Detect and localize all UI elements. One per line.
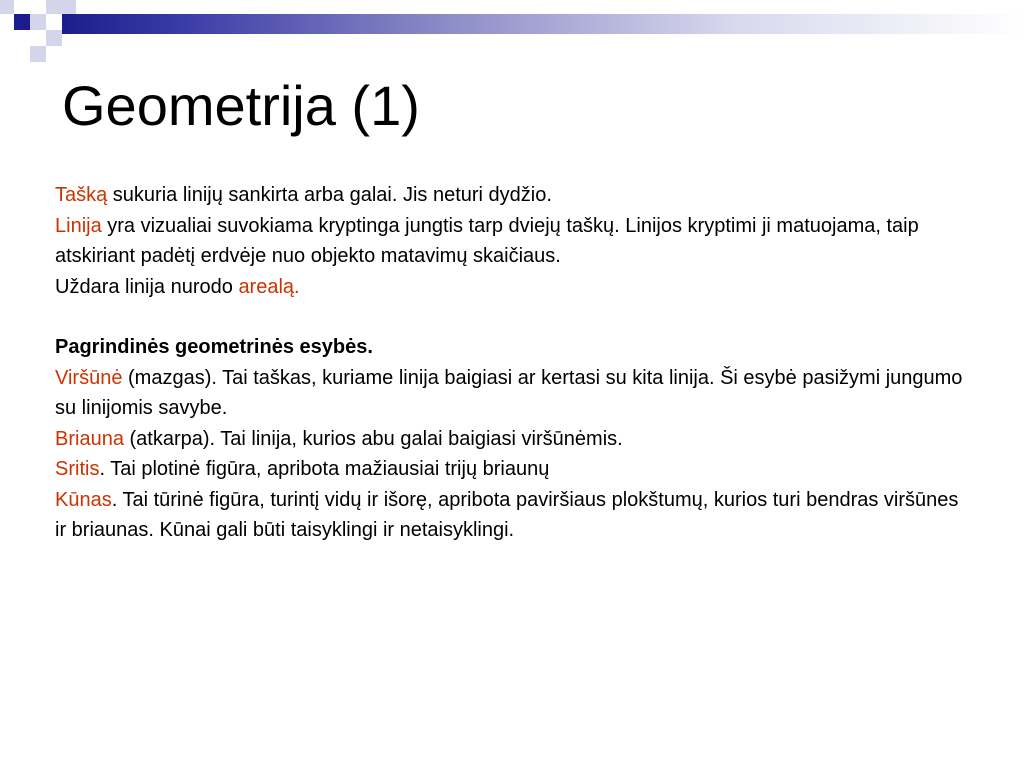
- term-vertex: Viršūnė: [55, 366, 123, 389]
- slide-title: Geometrija (1): [62, 74, 420, 137]
- term-solid: Kūnas: [55, 488, 112, 511]
- term-edge: Briauna: [55, 427, 124, 450]
- term-point: Tašką: [55, 184, 108, 206]
- definition-text: . Tai tūrinė figūra, turintį vidų ir išorę, apribota paviršiaus plokštumų, kurios turi bendras viršūnes ir briaunas. Kūnai gali būti taisyklingi ir netaisyklingi.: [55, 488, 959, 541]
- header-gradient-bar: [62, 14, 1024, 34]
- section-heading: Pagrindinės geometrinės esybės.: [55, 336, 373, 358]
- paragraph-vertex: [55, 363, 970, 424]
- paragraph-region: [55, 454, 970, 485]
- definition-text: yra vizualiai suvokiama kryptinga jungtis tarp dviejų taškų. Linijos kryptimi ji matuojama, taip atskiriant padėtį erdvėje nuo objekto matavimų skaičiaus.: [55, 214, 919, 267]
- decor-square: [14, 14, 30, 30]
- paragraph-solid: [55, 485, 970, 546]
- decor-square: [46, 30, 62, 46]
- term-area: arealą.: [238, 275, 300, 298]
- definition-text: Uždara linija nurodo: [55, 275, 239, 298]
- paragraph-closed-line: [55, 272, 970, 303]
- decor-square: [30, 46, 46, 62]
- slide-body: [55, 180, 970, 546]
- paragraph-line: [55, 211, 970, 272]
- paragraph-edge: [55, 424, 970, 455]
- definition-text: (mazgas). Tai taškas, kuriame linija baigiasi ar kertasi su kita linija. Ši esybė pasižymi jungumo su linijomis savybe.: [55, 366, 963, 419]
- term-line: Linija: [55, 214, 102, 237]
- paragraph-point: [55, 180, 970, 211]
- spacer: [55, 302, 970, 332]
- decor-square: [46, 0, 62, 14]
- definition-text: (atkarpa). Tai linija, kurios abu galai baigiasi viršūnėmis.: [123, 427, 623, 450]
- decor-square: [30, 14, 46, 30]
- definition-text: . Tai plotinė figūra, apribota mažiausiai trijų briaunų: [99, 458, 550, 480]
- decor-square: [0, 0, 14, 14]
- term-region: Sritis: [55, 458, 100, 480]
- decor-square: [62, 0, 76, 14]
- definition-text: sukuria linijų sankirta arba galai. Jis neturi dydžio.: [107, 184, 552, 206]
